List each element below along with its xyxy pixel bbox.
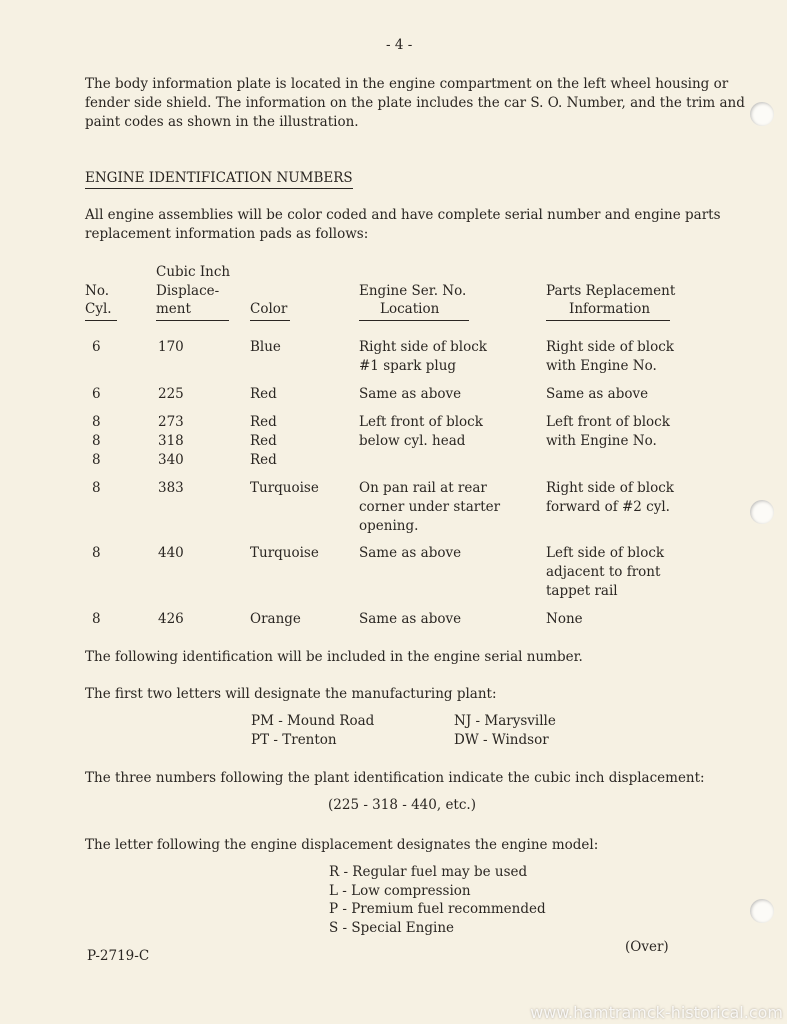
- intro-paragraph: The body information plate is located in the engine compartment on the left wheel housing or fender side shield. The information on the plate includes the car S. O. Number, and the trim and paint codes as shown in the illustration.: [85, 76, 745, 130]
- cell-parts: Left side of block adjacent to front tappet rail: [546, 545, 665, 599]
- cell-cyl: 8: [92, 452, 101, 468]
- plant-intro: The first two letters will designate the manufacturing plant:: [85, 686, 497, 702]
- cell-cyl: 8: [92, 414, 101, 430]
- displacement-example: (225 - 318 - 440, etc.): [328, 797, 476, 813]
- header-rule-color: [250, 320, 290, 321]
- cell-location: Left front of block below cyl. head: [359, 414, 483, 449]
- watermark: www.hamtramck-historical.com: [530, 1003, 783, 1022]
- header-rule-loc: [359, 320, 469, 321]
- cell-parts: Left front of block with Engine No.: [546, 414, 670, 449]
- header-rule-cyl: [85, 320, 117, 321]
- cell-location: Same as above: [359, 386, 462, 402]
- header-loc-1: Engine Ser. No.: [359, 283, 467, 299]
- cell-parts: Same as above: [546, 386, 649, 402]
- cell-disp: 318: [158, 433, 184, 449]
- cell-color: Turquoise: [250, 545, 319, 561]
- cell-disp: 225: [158, 386, 184, 402]
- model-item: P - Premium fuel recommended: [329, 901, 546, 917]
- serial-intro: The following identification will be included in the engine serial number.: [85, 649, 583, 665]
- over-note: (Over): [625, 939, 669, 955]
- cell-disp: 383: [158, 480, 184, 496]
- model-item: L - Low compression: [329, 883, 471, 899]
- section-heading: [85, 170, 353, 186]
- cell-color: Orange: [250, 611, 301, 627]
- header-loc-2: Location: [380, 301, 440, 317]
- cell-disp: 340: [158, 452, 184, 468]
- plant-item: DW - Windsor: [454, 732, 549, 748]
- displacement-intro: The three numbers following the plant identification indicate the cubic inch displacement:: [85, 770, 705, 786]
- cell-color: Turquoise: [250, 480, 319, 496]
- cell-cyl: 8: [92, 611, 101, 627]
- cell-cyl: 6: [92, 386, 101, 402]
- form-number: P-2719-C: [87, 948, 150, 964]
- cell-cyl: 8: [92, 545, 101, 561]
- header-cyl-1: No.: [85, 283, 109, 299]
- cell-parts: Right side of block with Engine No.: [546, 339, 674, 374]
- model-item: R - Regular fuel may be used: [329, 864, 528, 880]
- cell-location: Same as above: [359, 611, 462, 627]
- cell-disp: 426: [158, 611, 184, 627]
- cell-color: Red: [250, 414, 277, 430]
- model-item: S - Special Engine: [329, 920, 455, 936]
- cell-cyl: 6: [92, 339, 101, 355]
- header-parts-1: Parts Replacement: [546, 283, 676, 299]
- cell-color: Red: [250, 433, 277, 449]
- cell-location: Same as above: [359, 545, 462, 561]
- cell-location: On pan rail at rear corner under starter opening.: [359, 480, 501, 534]
- header-disp-3: ment: [156, 301, 191, 317]
- header-cyl-2: Cyl.: [85, 301, 112, 317]
- binder-hole-top: [750, 102, 774, 126]
- plant-item: PT - Trenton: [251, 732, 337, 748]
- cell-location: Right side of block #1 spark plug: [359, 339, 487, 374]
- section-heading-text: ENGINE IDENTIFICATION NUMBERS: [85, 170, 353, 189]
- cell-disp: 170: [158, 339, 184, 355]
- cell-disp: 273: [158, 414, 184, 430]
- cell-cyl: 8: [92, 433, 101, 449]
- cell-disp: 440: [158, 545, 184, 561]
- plant-item: PM - Mound Road: [251, 713, 375, 729]
- cell-cyl: 8: [92, 480, 101, 496]
- cell-parts: Right side of block forward of #2 cyl.: [546, 480, 674, 515]
- cell-color: Red: [250, 452, 277, 468]
- header-disp-1: Cubic Inch: [156, 264, 231, 280]
- header-color: Color: [250, 301, 288, 317]
- section-intro: All engine assemblies will be color coded and have complete serial number and engine parts replacement information pads as follows:: [85, 207, 721, 242]
- header-rule-parts: [546, 320, 670, 321]
- cell-parts: None: [546, 611, 583, 627]
- header-disp-2: Displace-: [156, 283, 220, 299]
- header-parts-2: Information: [569, 301, 651, 317]
- page-number: - 4 -: [386, 37, 413, 53]
- plant-item: NJ - Marysville: [454, 713, 556, 729]
- cell-color: Red: [250, 386, 277, 402]
- header-rule-disp: [156, 320, 229, 321]
- binder-hole-middle: [750, 500, 774, 524]
- model-intro: The letter following the engine displacement designates the engine model:: [85, 837, 599, 853]
- cell-color: Blue: [250, 339, 281, 355]
- binder-hole-bottom: [750, 899, 774, 923]
